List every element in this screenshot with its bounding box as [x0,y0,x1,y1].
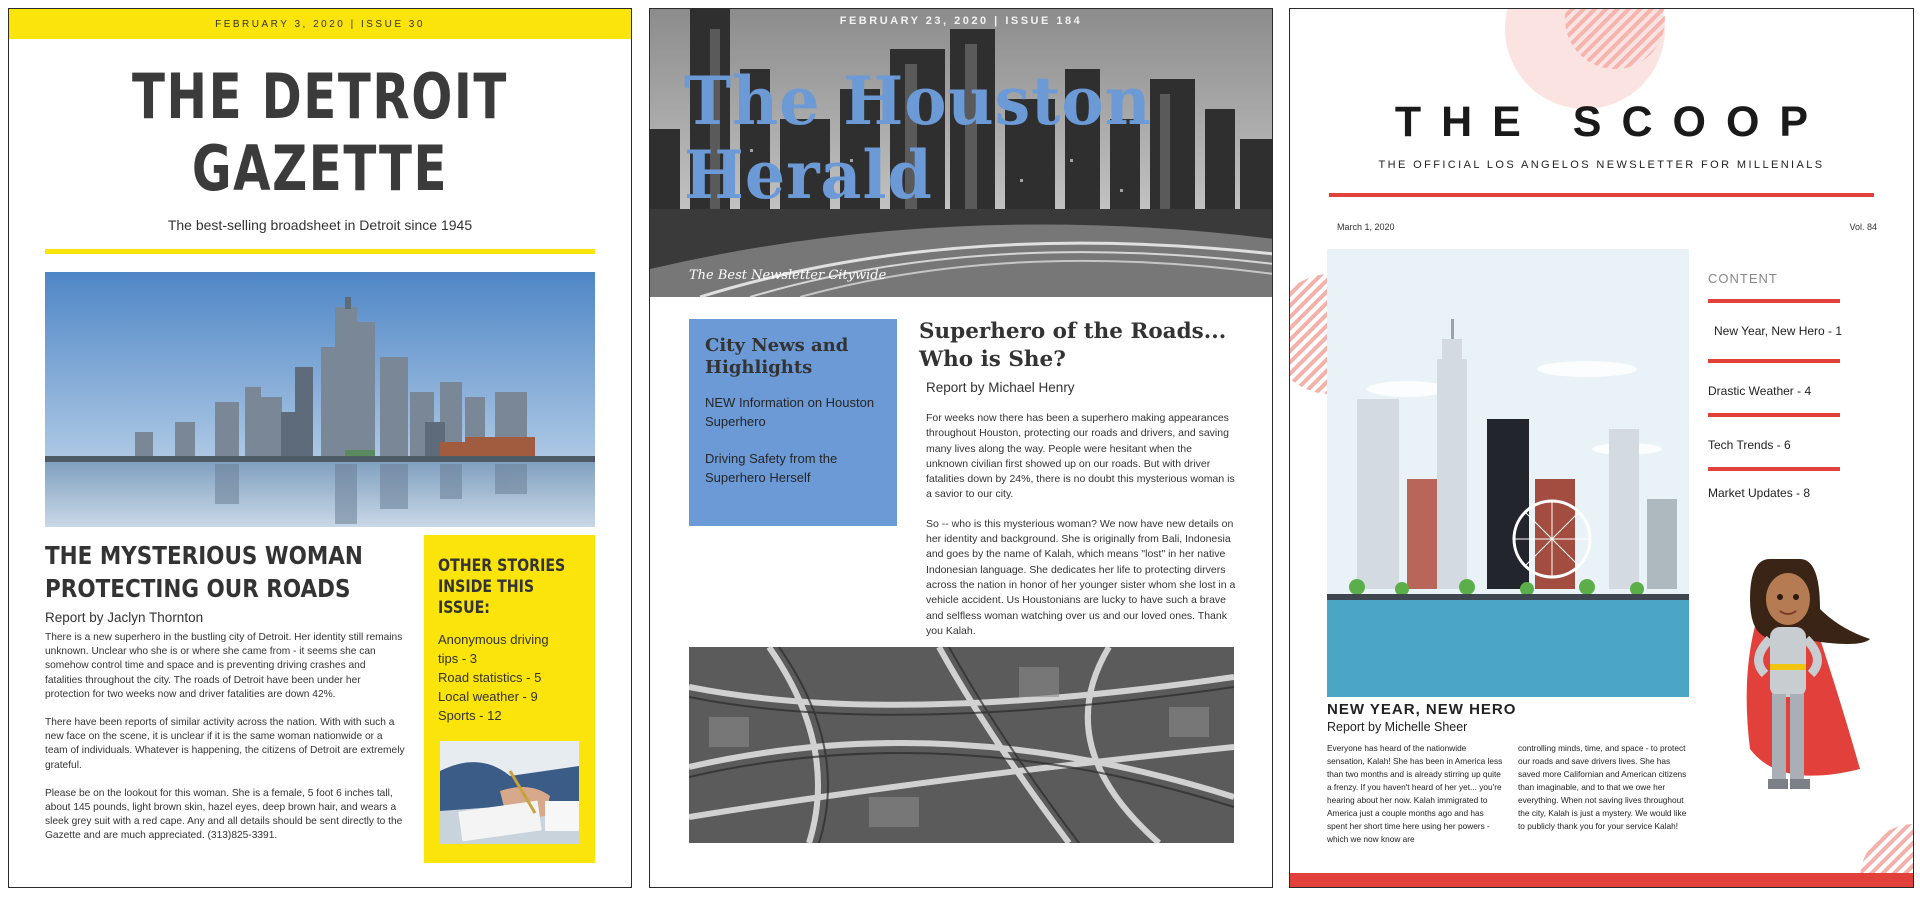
masthead-line-2: GAZETTE [191,132,449,205]
lead-headline: NEW YEAR, NEW HERO [1327,701,1517,718]
highway-interchange-photo [689,647,1234,843]
sidebar-item: Road statistics - 5 [438,670,542,685]
houston-herald-page [649,8,1273,888]
date-issue: FEBRUARY 23, 2020 | ISSUE 184 [839,15,1083,27]
other-stories-sidebar [424,535,595,863]
toc-divider [1708,299,1840,303]
masthead-title [77,61,562,205]
divider [45,249,595,254]
byline: Report by Michelle Sheer [1327,720,1468,734]
volume-number: Vol. 84 [1849,222,1877,232]
article-body [926,411,1236,653]
lead-headline: Superhero of the Roads... Who is She? [919,319,1227,372]
the-scoop-page [1289,8,1914,888]
toc-divider [1708,359,1840,363]
article-column: Everyone has heard of the nationwide sensation, Kalah! She has been in America less than two months and is already stirring up quite a frenzy. If you haven't heard of her yet... you're hearing about her now. Kalah immigrated to America just a couple months ago and has spent her short time here using her powers - which we now know are [1327,743,1503,844]
byline: Report by Jaclyn Thornton [45,610,204,625]
article-paragraph: There have been reports of similar activity across the nation. With with such a new face on the scene, it is unclear if it is the same woman nationwide or a team of individuals. Whatever is happening, the citizens of Detroit are extremely grateful. [45,717,405,771]
toc-divider [1708,413,1840,417]
toc-item: Drastic Weather - 4 [1708,384,1812,398]
toc-divider [1708,467,1840,471]
los-angeles-skyline-illustration [1327,249,1689,697]
sidebar-list [438,630,581,725]
article-paragraph: Please be on the lookout for this woman. She is a female, 5 foot 6 inches tall, about 145 pounds, light brown skin, hazel eyes, deep brown hair, and wears a sleek grey suit with a red cape. Any and all details should be sent directly to the Gazette and are much appreciated. (313)825-3391. [45,787,403,842]
lead-headline: THE MYSTERIOUS WOMAN PROTECTING OUR ROADS [45,541,363,603]
toc-item: New Year, New Hero - 1 [1714,324,1843,338]
date-issue-bar: FEBRUARY 3, 2020 | ISSUE 30 [9,9,631,39]
masthead-title: THE SCOOP [1394,98,1829,146]
decorative-circle [1485,8,1685,109]
masthead-subtitle: The best-selling broadsheet in Detroit since 1945 [167,217,473,233]
article-paragraph: There is a new superhero in the bustling city of Detroit. Her identity still remains unknown. Unclear who she is or where she came from - it seems she can somehow control time and space and is preventing driving crashes and fatalities throughout the city. The roads of Detroit have been under her protection for two weeks now and driver fatalities are down 42%. [45,632,403,700]
issue-date: March 1, 2020 [1337,222,1395,232]
footer-bar [1290,873,1913,887]
masthead-line-1: THE DETROIT [131,60,508,133]
sidebar-heading: OTHER STORIES INSIDE THIS ISSUE: [438,556,566,617]
article-body [45,631,405,858]
sidebar-item: tips - 3 [438,651,478,666]
houston-skyline-photo [650,9,1272,297]
tagline: The Best Newsletter Citywide [689,268,887,283]
toc-heading: CONTENT [1708,271,1778,286]
city-news-box [689,319,897,526]
toc-item: Tech Trends - 6 [1708,438,1791,452]
divider [1329,193,1874,197]
box-item: Driving Safety from the Superhero Herself [705,451,838,485]
toc-item: Market Updates - 8 [1708,486,1811,500]
superhero-illustration [1720,549,1875,809]
writing-hand-photo [440,741,579,844]
sidebar-item: Local weather - 9 [438,689,538,704]
detroit-skyline-photo [45,272,595,527]
decorative-circle [1855,819,1914,879]
article-paragraph: For weeks now there has been a superhero making appearances throughout Houston, protecting our roads and drivers, and saving many lives along the way. People were hesitant when the unknown civilian first showed up on our roads. But with driver fatalities down by 24%, there is no doubt this mysterious woman is a savior to our city. [926,412,1235,501]
sidebar-item: Sports - 12 [438,708,502,723]
detroit-gazette-page [8,8,632,888]
article-column: controlling minds, time, and space - to protect our roads and save drivers lives. She has saved more Californian and American citizens than imaginable, and to that we owe her everything. When not saving lives throughout the city, Kalah is just a mystery. We would like to publicly thank you for your service Kalah! [1518,743,1687,831]
box-item: NEW Information on Houston Superhero [705,395,875,429]
article-paragraph: So -- who is this mysterious woman? We now have new details on her identity and background. She is originally from Bali, Indonesia and goes by the name of Kalah, which means "lost" in her native Indonesian language. She dedicates her life to protecting dirvers across the nation in honor of her younger sister whom she lost in a vehicle accident. Us Houstonians are lucky to have such a brave and selfless woman watching over us and our loved ones. Thank you Kalah. [926,517,1236,637]
byline: Report by Michael Henry [926,380,1075,395]
box-heading: City News and Highlights [705,335,849,378]
masthead-title: The Houston Herald [684,62,1152,214]
masthead-subtitle: THE OFFICIAL LOS ANGELOS NEWSLETTER FOR MILLENIALS [1378,159,1825,171]
sidebar-item: Anonymous driving [438,632,549,647]
